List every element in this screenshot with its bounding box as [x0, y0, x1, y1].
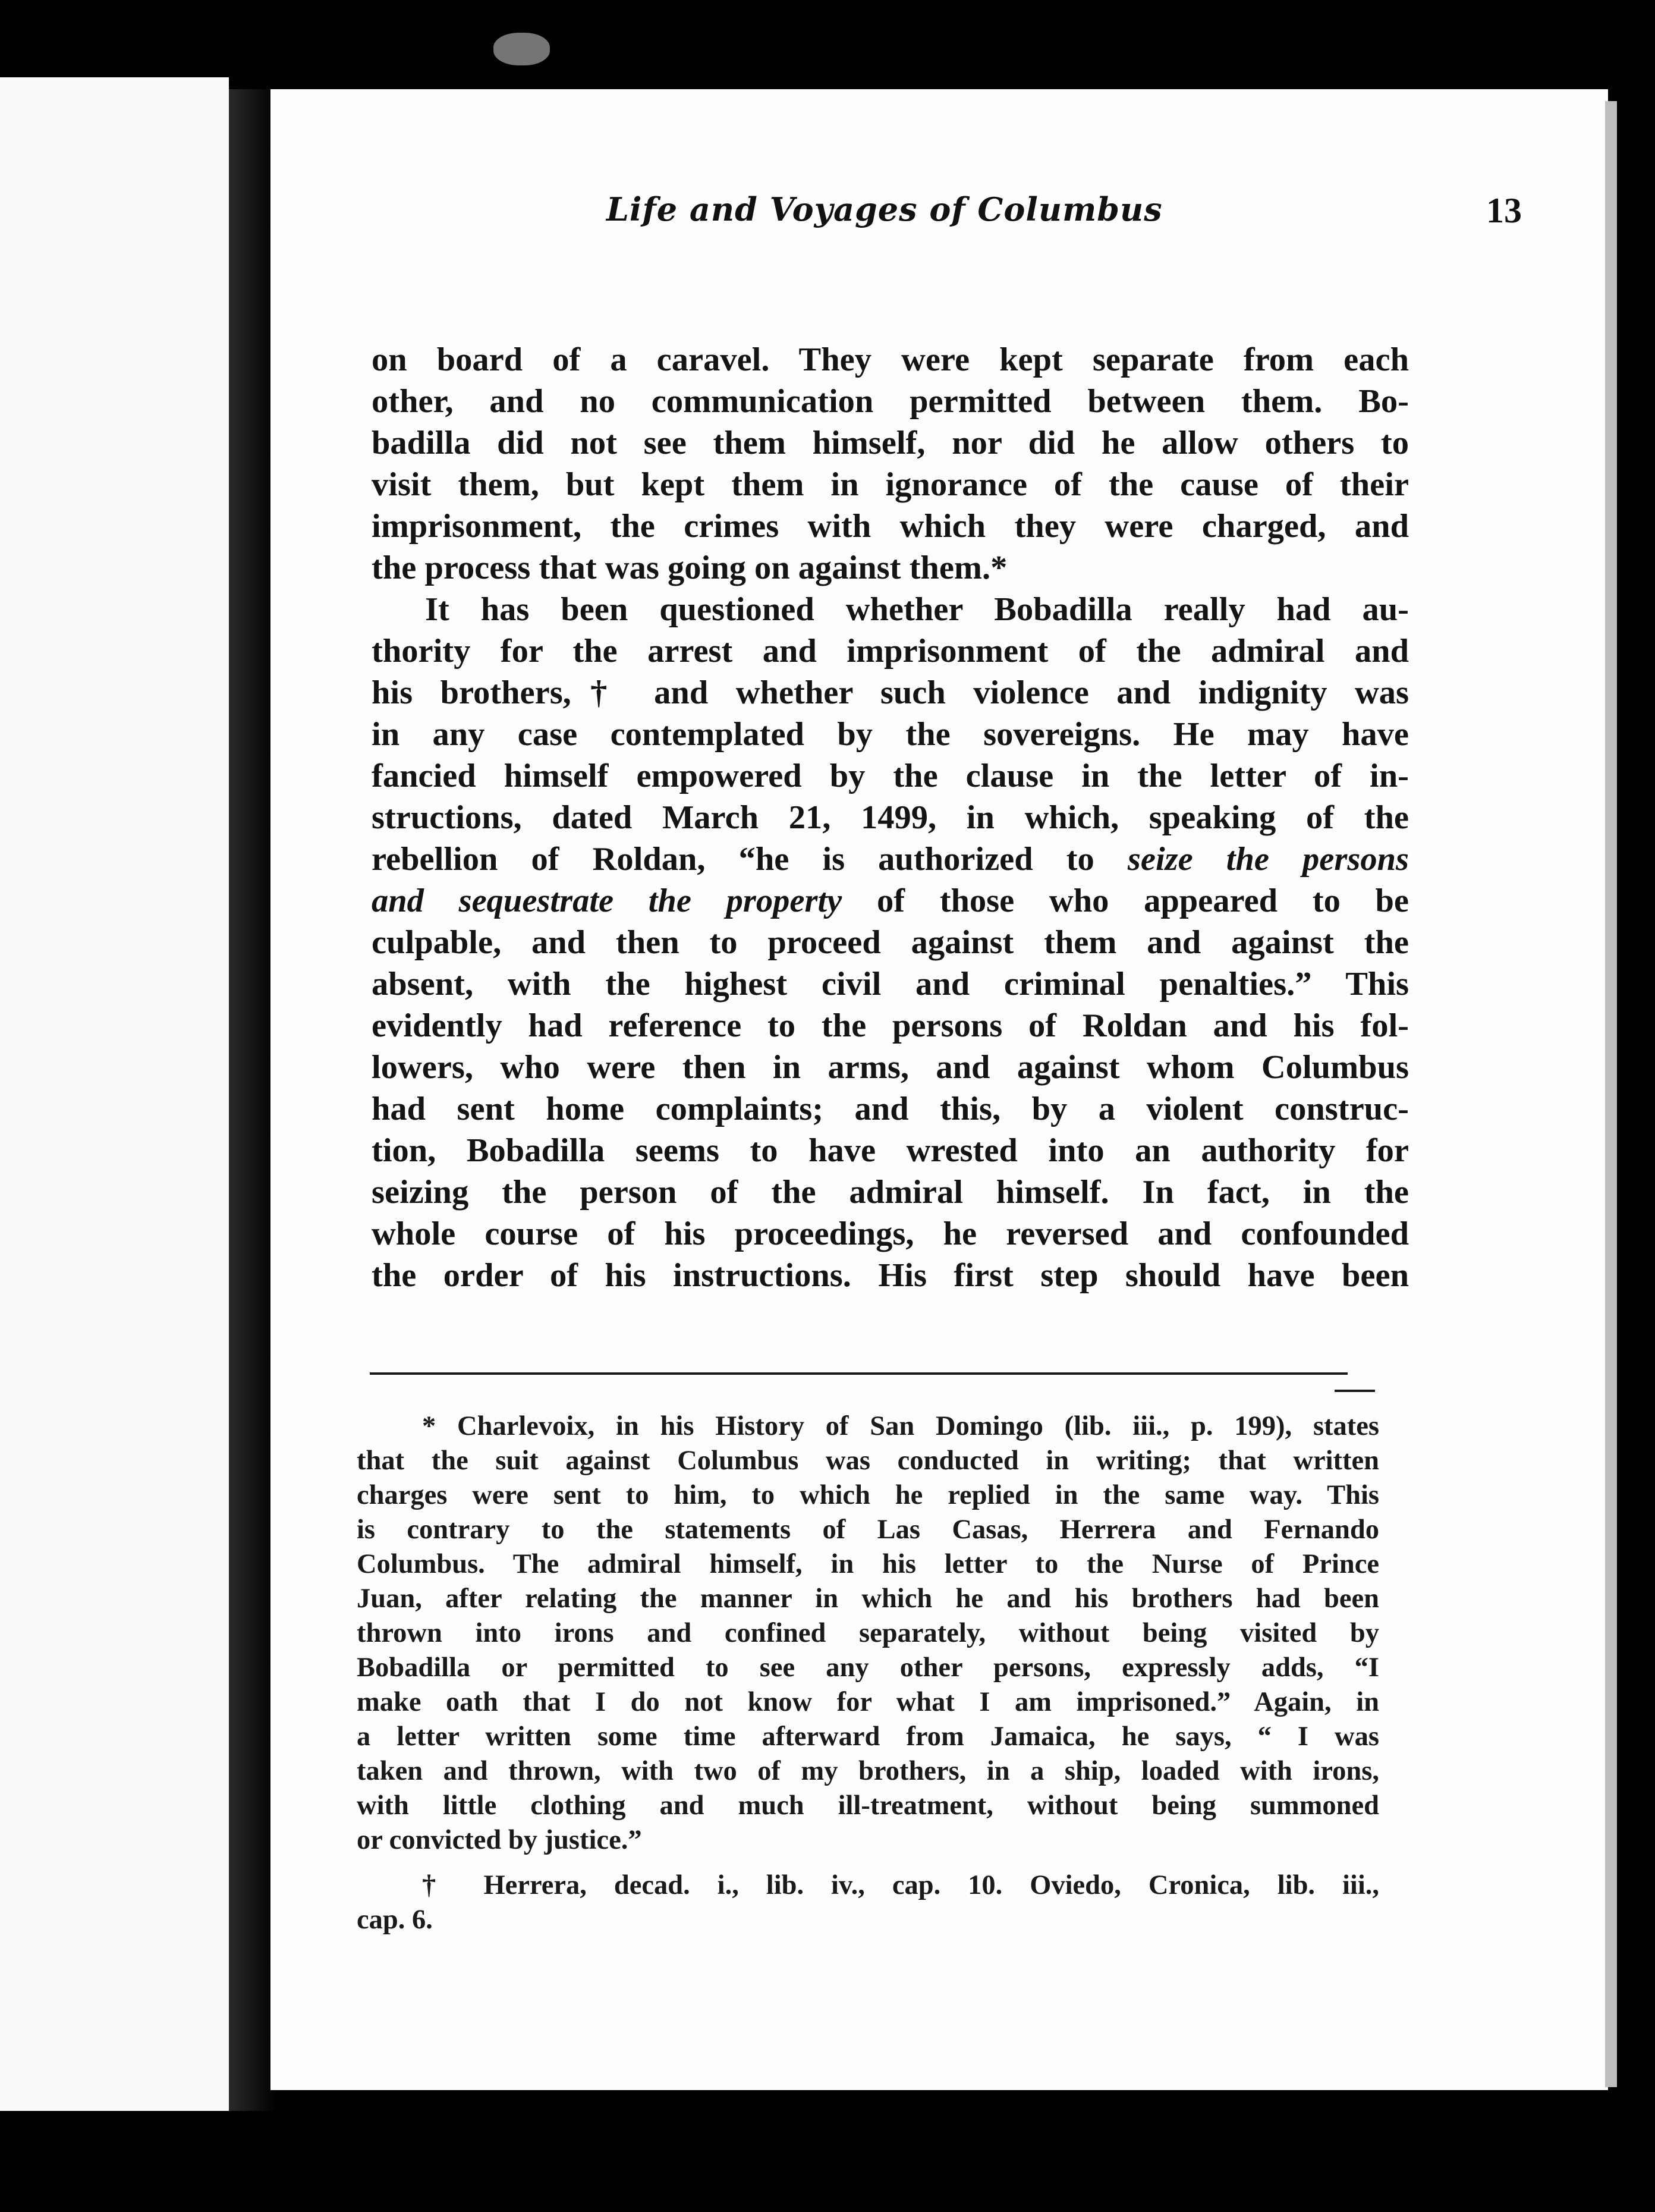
footnote-line: with little clothing and much ill-treatment, without being summoned: [357, 1790, 1379, 1821]
body-line-text: of those who appeared to be: [842, 882, 1409, 919]
footnote-rule: [370, 1372, 1348, 1375]
body-line: absent, with the highest civil and criminal penalties.” This: [372, 966, 1409, 1003]
page-edge-shadow: [1605, 101, 1617, 2087]
footnote-rule-mark: [1335, 1390, 1375, 1392]
body-line-text: rebellion of Roldan, “he is authorized to: [372, 841, 1128, 878]
body-line: thority for the arrest and imprisonment of the admiral and: [372, 633, 1409, 670]
body-line: imprisonment, the crimes with which they were charged, and: [372, 508, 1409, 545]
body-line: other, and no communication permitted between them. Bo-: [372, 383, 1409, 420]
body-text: [372, 339, 1409, 1296]
body-line: culpable, and then to proceed against them and against the: [372, 924, 1409, 961]
body-line: the order of his instructions. His first step should have been: [372, 1257, 1409, 1294]
body-line: had sent home complaints; and this, by a violent construc-: [372, 1091, 1409, 1127]
facing-page-edge: [0, 77, 229, 2111]
body-line: the process that was going on against them.*: [372, 549, 1008, 586]
footnote-line: Bobadilla or permitted to see any other persons, expressly adds, “I: [357, 1652, 1379, 1683]
book-spine-shadow: [229, 89, 276, 2111]
body-line: whole course of his proceedings, he reversed and confounded: [372, 1215, 1409, 1252]
body-line: tion, Bobadilla seems to have wrested into an authority for: [372, 1132, 1409, 1169]
body-line: visit them, but kept them in ignorance of the cause of their: [372, 466, 1409, 503]
page-header: [606, 190, 1522, 256]
body-line: evidently had reference to the persons of Roldan and his fol-: [372, 1007, 1409, 1044]
footnote-line: taken and thrown, with two of my brothers, in a ship, loaded with irons,: [357, 1756, 1379, 1786]
footnotes: [357, 1409, 1379, 1937]
italic-phrase: and sequestrate the property: [372, 882, 842, 919]
body-line: structions, dated March 21, 1499, in which, speaking of the: [372, 799, 1409, 836]
italic-phrase: seize the persons: [1127, 841, 1409, 878]
body-line: fancied himself empowered by the clause in the letter of in-: [372, 758, 1409, 794]
running-title: Life and Voyages of Columbus: [606, 190, 1163, 228]
page-number: 13: [1486, 191, 1522, 230]
footnote-line: thrown into irons and confined separately, without being visited by: [357, 1618, 1379, 1648]
footnote-line: † Herrera, decad. i., lib. iv., cap. 10. Oviedo, Cronica, lib. iii.,: [422, 1870, 1379, 1900]
page-stain: [493, 33, 550, 65]
body-line: seizing the person of the admiral himself. In fact, in the: [372, 1174, 1409, 1211]
footnote-line: or convicted by justice.”: [357, 1825, 642, 1855]
body-line: [372, 880, 1409, 922]
body-line: badilla did not see them himself, nor did he allow others to: [372, 425, 1409, 461]
footnote-gap: [357, 1858, 1379, 1868]
body-line: on board of a caravel. They were kept separate from each: [372, 341, 1409, 378]
body-line: [372, 838, 1409, 880]
body-line: It has been questioned whether Bobadilla really had au-: [425, 591, 1409, 628]
body-line: his brothers,† and whether such violence and indignity was: [372, 674, 1409, 711]
body-line: lowers, who were then in arms, and against whom Columbus: [372, 1049, 1409, 1086]
footnote-line: make oath that I do not know for what I am imprisoned.” Again, in: [357, 1687, 1379, 1717]
footnote-line: charges were sent to him, to which he replied in the same way. This: [357, 1480, 1379, 1510]
footnote-line: Columbus. The admiral himself, in his letter to the Nurse of Prince: [357, 1549, 1379, 1579]
footnote-line: Juan, after relating the manner in which he and his brothers had been: [357, 1583, 1379, 1614]
footnote-line: is contrary to the statements of Las Casas, Herrera and Fernando: [357, 1515, 1379, 1545]
footnote-line: that the suit against Columbus was conducted in writing; that written: [357, 1446, 1379, 1476]
footnote-line: a letter written some time afterward from Jamaica, he says, “ I was: [357, 1721, 1379, 1752]
footnote-line: * Charlevoix, in his History of San Domingo (lib. iii., p. 199), states: [422, 1411, 1379, 1441]
footnote-line: cap. 6.: [357, 1905, 433, 1935]
body-line: in any case contemplated by the sovereigns. He may have: [372, 716, 1409, 753]
